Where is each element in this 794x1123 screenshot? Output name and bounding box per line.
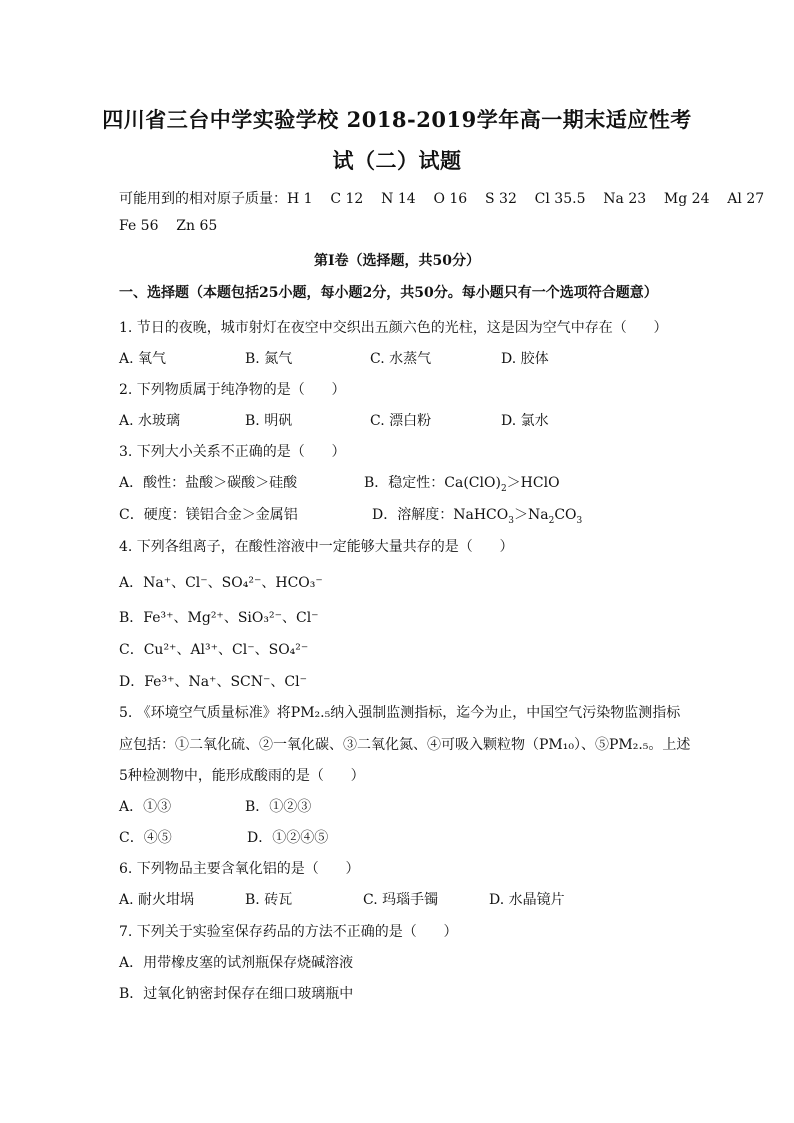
q4-option-d: D．Fe³⁺、Na⁺、SCN⁻、Cl⁻ xyxy=(119,674,307,690)
q6-stem: 6. 下列物品主要含氧化铝的是（ ） xyxy=(119,861,360,877)
q1-option-d: D. 胶体 xyxy=(501,351,549,367)
q1-option-c: C. 水蒸气 xyxy=(370,351,432,367)
q5-line1: 5. 《环境空气质量标准》将PM₂.₅纳入强制监测指标，迄今为止，中国空气污染物监测指标 xyxy=(119,705,681,721)
q7-option-b: B．过氧化钠密封保存在细口玻璃瓶中 xyxy=(119,986,354,1002)
q3-option-c: C．硬度：镁铝合金＞金属铝 xyxy=(119,507,298,523)
q2-option-d: D. 氯水 xyxy=(501,413,549,429)
q6-option-b: B. 砖瓦 xyxy=(245,892,293,908)
q4-option-c: C．Cu²⁺、Al³⁺、Cl⁻、SO₄²⁻ xyxy=(119,642,309,658)
q5-option-b: B．①②③ xyxy=(245,799,312,815)
q5-option-d: D．①②④⑤ xyxy=(247,830,329,846)
q3-option-b: B．稳定性：$Ca(ClO)_2>HClO$ xyxy=(364,475,560,494)
section1-heading: 第Ⅰ卷（选择题，共50分） xyxy=(313,253,481,269)
atomic-masses-line1: 可能用到的相对原子质量：H 1 C 12 N 14 O 16 S 32 Cl 35.5 Na 23 Mg 24 Al 27 xyxy=(119,191,765,207)
q5-option-c: C．④⑤ xyxy=(119,830,172,846)
q6-option-a: A. 耐火坩埚 xyxy=(119,892,195,908)
q1-option-a: A. 氧气 xyxy=(119,351,167,367)
exam-title-line1: 四川省三台中学实验学校 2018-2019学年高一期末适应性考 xyxy=(102,107,692,132)
q3-option-d: D．溶解度：$NaHCO_3>Na_2CO_3$ xyxy=(372,507,583,526)
q4-option-a: A．Na⁺、Cl⁻、SO₄²⁻、HCO₃⁻ xyxy=(119,575,323,591)
q1-stem: 1. 节日的夜晚，城市射灯在夜空中交织出五颜六色的光柱，这是因为空气中存在（ ） xyxy=(119,320,668,336)
atomic-masses-line2: Fe 56 Zn 65 xyxy=(119,218,218,234)
q5-line2: 应包括：①二氧化硫、②一氧化碳、③二氧化氮、④可吸入颗粒物（PM₁₀）、⑤PM₂.₅。上述 xyxy=(119,737,691,753)
q2-option-a: A. 水玻璃 xyxy=(119,413,181,429)
q2-stem: 2. 下列物质属于纯净物的是（ ） xyxy=(119,382,346,398)
q1-option-b: B. 氮气 xyxy=(245,351,293,367)
q6-option-c: C. 玛瑙手镯 xyxy=(363,892,439,908)
q5-option-a: A．①③ xyxy=(119,799,172,815)
q4-stem: 4. 下列各组离子，在酸性溶液中一定能够大量共存的是（ ） xyxy=(119,539,514,555)
part1-heading: 一、选择题（本题包括25小题，每小题2分，共50分。每小题只有一个选项符合题意） xyxy=(119,285,658,301)
q7-option-a: A．用带橡皮塞的试剂瓶保存烧碱溶液 xyxy=(119,955,354,971)
q2-option-b: B. 明矾 xyxy=(245,413,293,429)
q7-stem: 7. 下列关于实验室保存药品的方法不正确的是（ ） xyxy=(119,924,458,940)
q3-stem: 3. 下列大小关系不正确的是（ ） xyxy=(119,444,346,460)
q3-option-a: A．酸性：盐酸＞碳酸＞硅酸 xyxy=(119,475,298,491)
q5-line3: 5种检测物中，能形成酸雨的是（ ） xyxy=(119,768,365,784)
q2-option-c: C. 漂白粉 xyxy=(370,413,432,429)
q6-option-d: D. 水晶镜片 xyxy=(489,892,565,908)
exam-title-line2: 试（二）试题 xyxy=(332,148,462,173)
q4-option-b: B．Fe³⁺、Mg²⁺、SiO₃²⁻、Cl⁻ xyxy=(119,610,319,626)
